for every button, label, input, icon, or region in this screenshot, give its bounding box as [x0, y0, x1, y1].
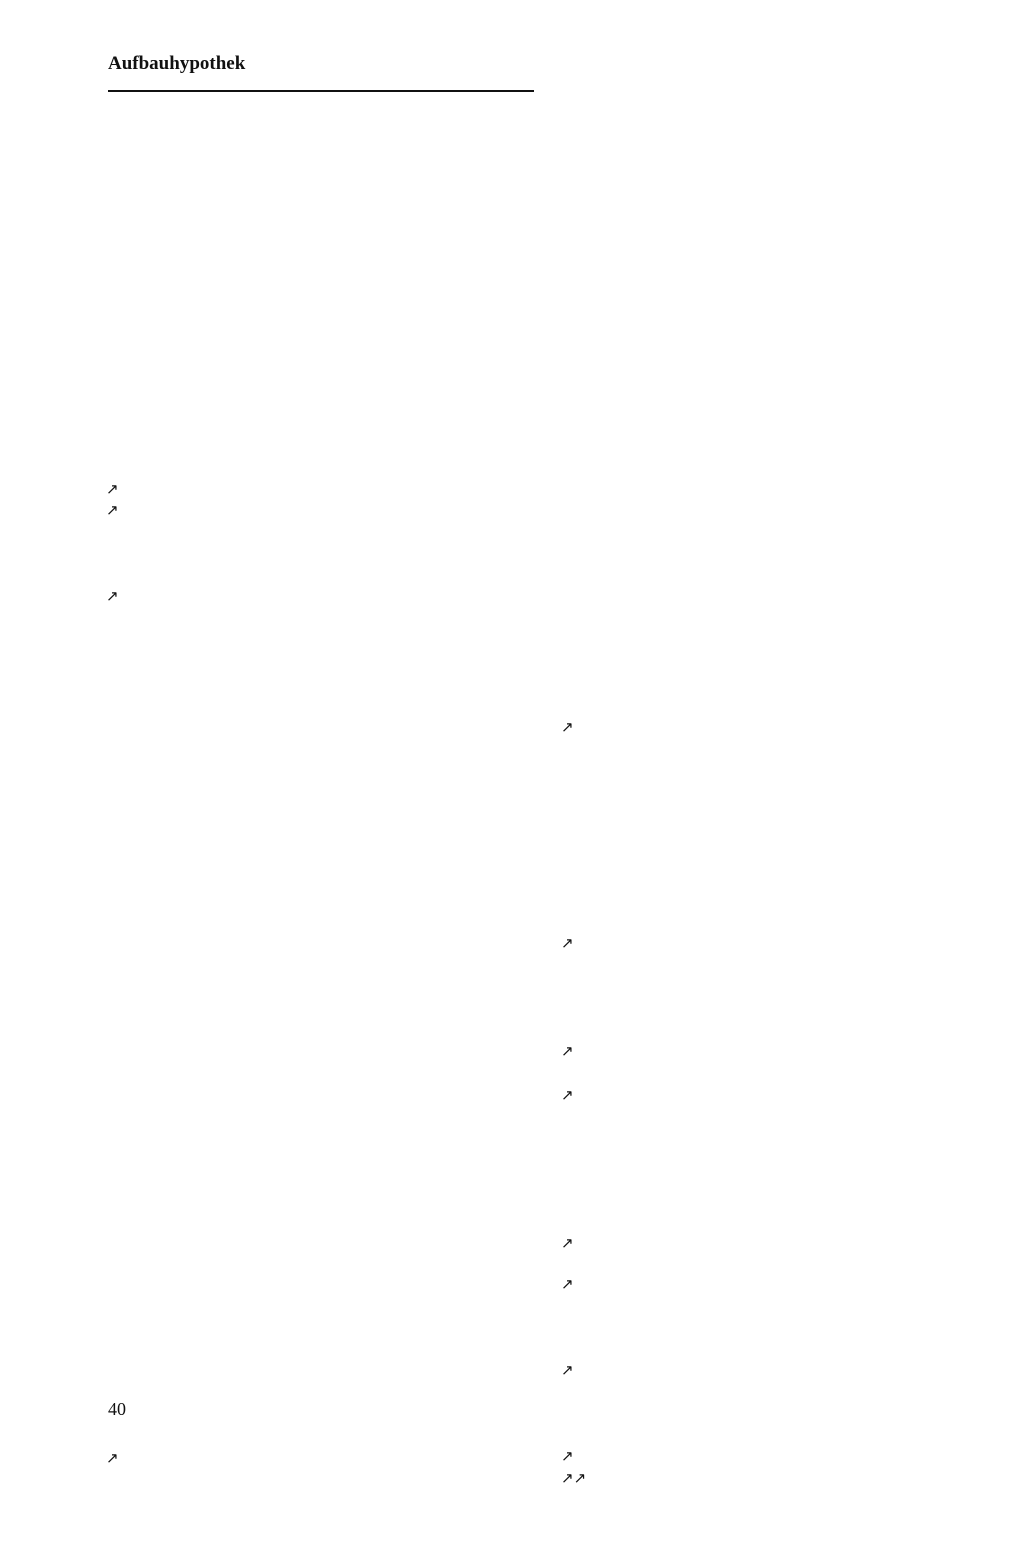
text-line — [106, 629, 536, 651]
text-line — [106, 1233, 536, 1255]
text-line — [106, 1425, 536, 1447]
text-line — [561, 630, 991, 652]
text-line — [106, 1403, 536, 1425]
arrow-icon: ↗ — [561, 1361, 574, 1380]
text-line — [106, 909, 536, 931]
text-line — [106, 1255, 536, 1277]
text-line — [561, 1381, 991, 1403]
text-line — [106, 737, 536, 759]
text-line — [106, 135, 536, 157]
arrow-icon: ↗ — [561, 1274, 574, 1293]
text-line — [561, 1294, 991, 1316]
text-line — [561, 1019, 991, 1041]
text-line — [106, 415, 536, 437]
text-line — [561, 1337, 991, 1359]
text-line — [561, 1084, 991, 1106]
text-line — [561, 587, 991, 609]
text-line — [106, 394, 536, 416]
text-line — [106, 221, 536, 243]
text-line — [106, 650, 536, 672]
text-line — [561, 414, 991, 436]
text-line — [561, 349, 991, 371]
text-line — [106, 156, 536, 178]
text-line — [561, 177, 991, 199]
text-line — [561, 976, 991, 998]
arrow-icon: ↗ — [106, 1448, 119, 1467]
text-line — [106, 1447, 536, 1469]
text-line — [561, 1445, 991, 1467]
text-line — [561, 241, 991, 263]
text-line — [106, 672, 536, 694]
entry-aufbewahrung-von-sachen — [106, 1403, 536, 1554]
text-line — [561, 371, 991, 393]
text-line — [106, 801, 536, 823]
text-line — [106, 243, 536, 265]
text-line — [106, 585, 536, 607]
paragraph-asylrecht-continuation — [106, 113, 536, 459]
text-line — [561, 1170, 991, 1192]
text-line — [106, 286, 536, 308]
text-line — [106, 521, 536, 543]
text-line — [106, 1147, 536, 1169]
text-line — [106, 1468, 536, 1490]
text-line — [561, 328, 991, 350]
text-line — [106, 1276, 536, 1298]
text-line — [561, 479, 991, 501]
text-line — [561, 1232, 991, 1254]
arrow-icon: ↗ — [561, 718, 574, 737]
text-line — [561, 608, 991, 630]
left-column — [106, 113, 536, 1555]
arrow-icon: ↗ — [106, 587, 119, 606]
text-line — [106, 351, 536, 373]
arrow-icon: ↗ — [573, 1469, 587, 1487]
text-line — [561, 716, 991, 738]
text-line — [106, 974, 536, 996]
text-line — [561, 868, 991, 890]
text-line — [561, 306, 991, 328]
running-head: Aufbauhypothek — [108, 53, 246, 74]
text-line — [561, 932, 991, 954]
text-line — [106, 264, 536, 286]
text-line — [561, 69, 991, 91]
arrow-icon: ↗ — [561, 934, 574, 953]
text-line — [106, 758, 536, 780]
text-line — [106, 199, 536, 221]
text-line — [561, 522, 991, 544]
text-line — [561, 738, 991, 760]
arrow-icon: ↗ — [106, 501, 119, 520]
text-line — [106, 478, 536, 500]
text-line — [561, 1191, 991, 1213]
text-line — [106, 178, 536, 200]
text-line — [561, 1105, 991, 1127]
header-rule — [108, 90, 534, 92]
text-line — [106, 372, 536, 394]
entry-aufbewahrung-continuation — [561, 47, 991, 1213]
entry-aufgebotsverfahren — [561, 1273, 991, 1489]
text-line — [106, 1104, 536, 1126]
arrow-icon: ↗ — [561, 1085, 574, 1104]
text-line — [561, 457, 991, 479]
text-line — [106, 113, 536, 135]
text-line — [561, 112, 991, 134]
text-line — [106, 1061, 536, 1083]
arrow-icon: ↗ — [561, 1447, 574, 1466]
text-line — [106, 823, 536, 845]
text-line — [561, 436, 991, 458]
arrow-icon: ↗ — [561, 1042, 574, 1061]
text-line — [561, 781, 991, 803]
entry-aufenthaltsbeschraenkung — [561, 1232, 991, 1254]
text-line — [561, 824, 991, 846]
text-line — [561, 673, 991, 695]
text-line — [106, 1212, 536, 1234]
text-line — [106, 888, 536, 910]
text-line — [106, 1039, 536, 1061]
text-line — [561, 911, 991, 933]
text-line — [106, 437, 536, 459]
text-line — [106, 715, 536, 737]
text-line — [561, 652, 991, 674]
text-line — [561, 803, 991, 825]
text-line — [106, 307, 536, 329]
text-line — [561, 1062, 991, 1084]
text-line — [106, 542, 536, 564]
text-line — [106, 996, 536, 1018]
text-line — [106, 845, 536, 867]
text-line — [561, 263, 991, 285]
text-line — [561, 1316, 991, 1338]
text-line — [561, 1148, 991, 1170]
text-line — [561, 1467, 991, 1489]
text-line — [106, 499, 536, 521]
text-line — [106, 780, 536, 802]
text-line — [561, 1040, 991, 1062]
right-column — [561, 47, 991, 1489]
text-line — [106, 329, 536, 351]
text-line — [561, 393, 991, 415]
text-line — [561, 220, 991, 242]
text-line — [561, 760, 991, 782]
text-line — [561, 1127, 991, 1149]
arrow-icon: ↗ — [106, 479, 119, 498]
text-line — [561, 544, 991, 566]
text-line — [106, 1017, 536, 1039]
text-line — [106, 866, 536, 888]
text-line — [106, 693, 536, 715]
text-line — [106, 1341, 536, 1363]
text-line — [561, 846, 991, 868]
text-line — [106, 1320, 536, 1342]
text-line — [561, 133, 991, 155]
arrow-icon: ↗ — [561, 1234, 574, 1253]
text-line — [106, 1533, 536, 1555]
text-line — [561, 695, 991, 717]
text-line — [561, 155, 991, 177]
arrow-icon: ↗ — [561, 1469, 574, 1487]
text-line — [561, 500, 991, 522]
text-line — [561, 1359, 991, 1381]
entry-aufbauhypothek — [106, 478, 536, 1385]
text-line — [106, 1125, 536, 1147]
text-line — [561, 47, 991, 69]
text-line — [561, 198, 991, 220]
text-line — [561, 997, 991, 1019]
page-number: 40 — [108, 1399, 126, 1419]
text-line — [106, 1190, 536, 1212]
text-line — [106, 931, 536, 953]
text-line — [106, 1169, 536, 1191]
text-line — [561, 285, 991, 307]
text-line — [106, 1298, 536, 1320]
text-line — [106, 607, 536, 629]
text-line — [561, 1273, 991, 1295]
text-line — [561, 1402, 991, 1424]
text-line — [561, 565, 991, 587]
text-line — [106, 1490, 536, 1512]
text-line — [106, 1511, 536, 1533]
text-line — [106, 1082, 536, 1104]
text-line — [561, 1424, 991, 1446]
text-line — [106, 953, 536, 975]
text-line — [561, 90, 991, 112]
text-line — [106, 564, 536, 586]
text-line — [561, 954, 991, 976]
text-line — [561, 889, 991, 911]
text-line — [106, 1363, 536, 1385]
